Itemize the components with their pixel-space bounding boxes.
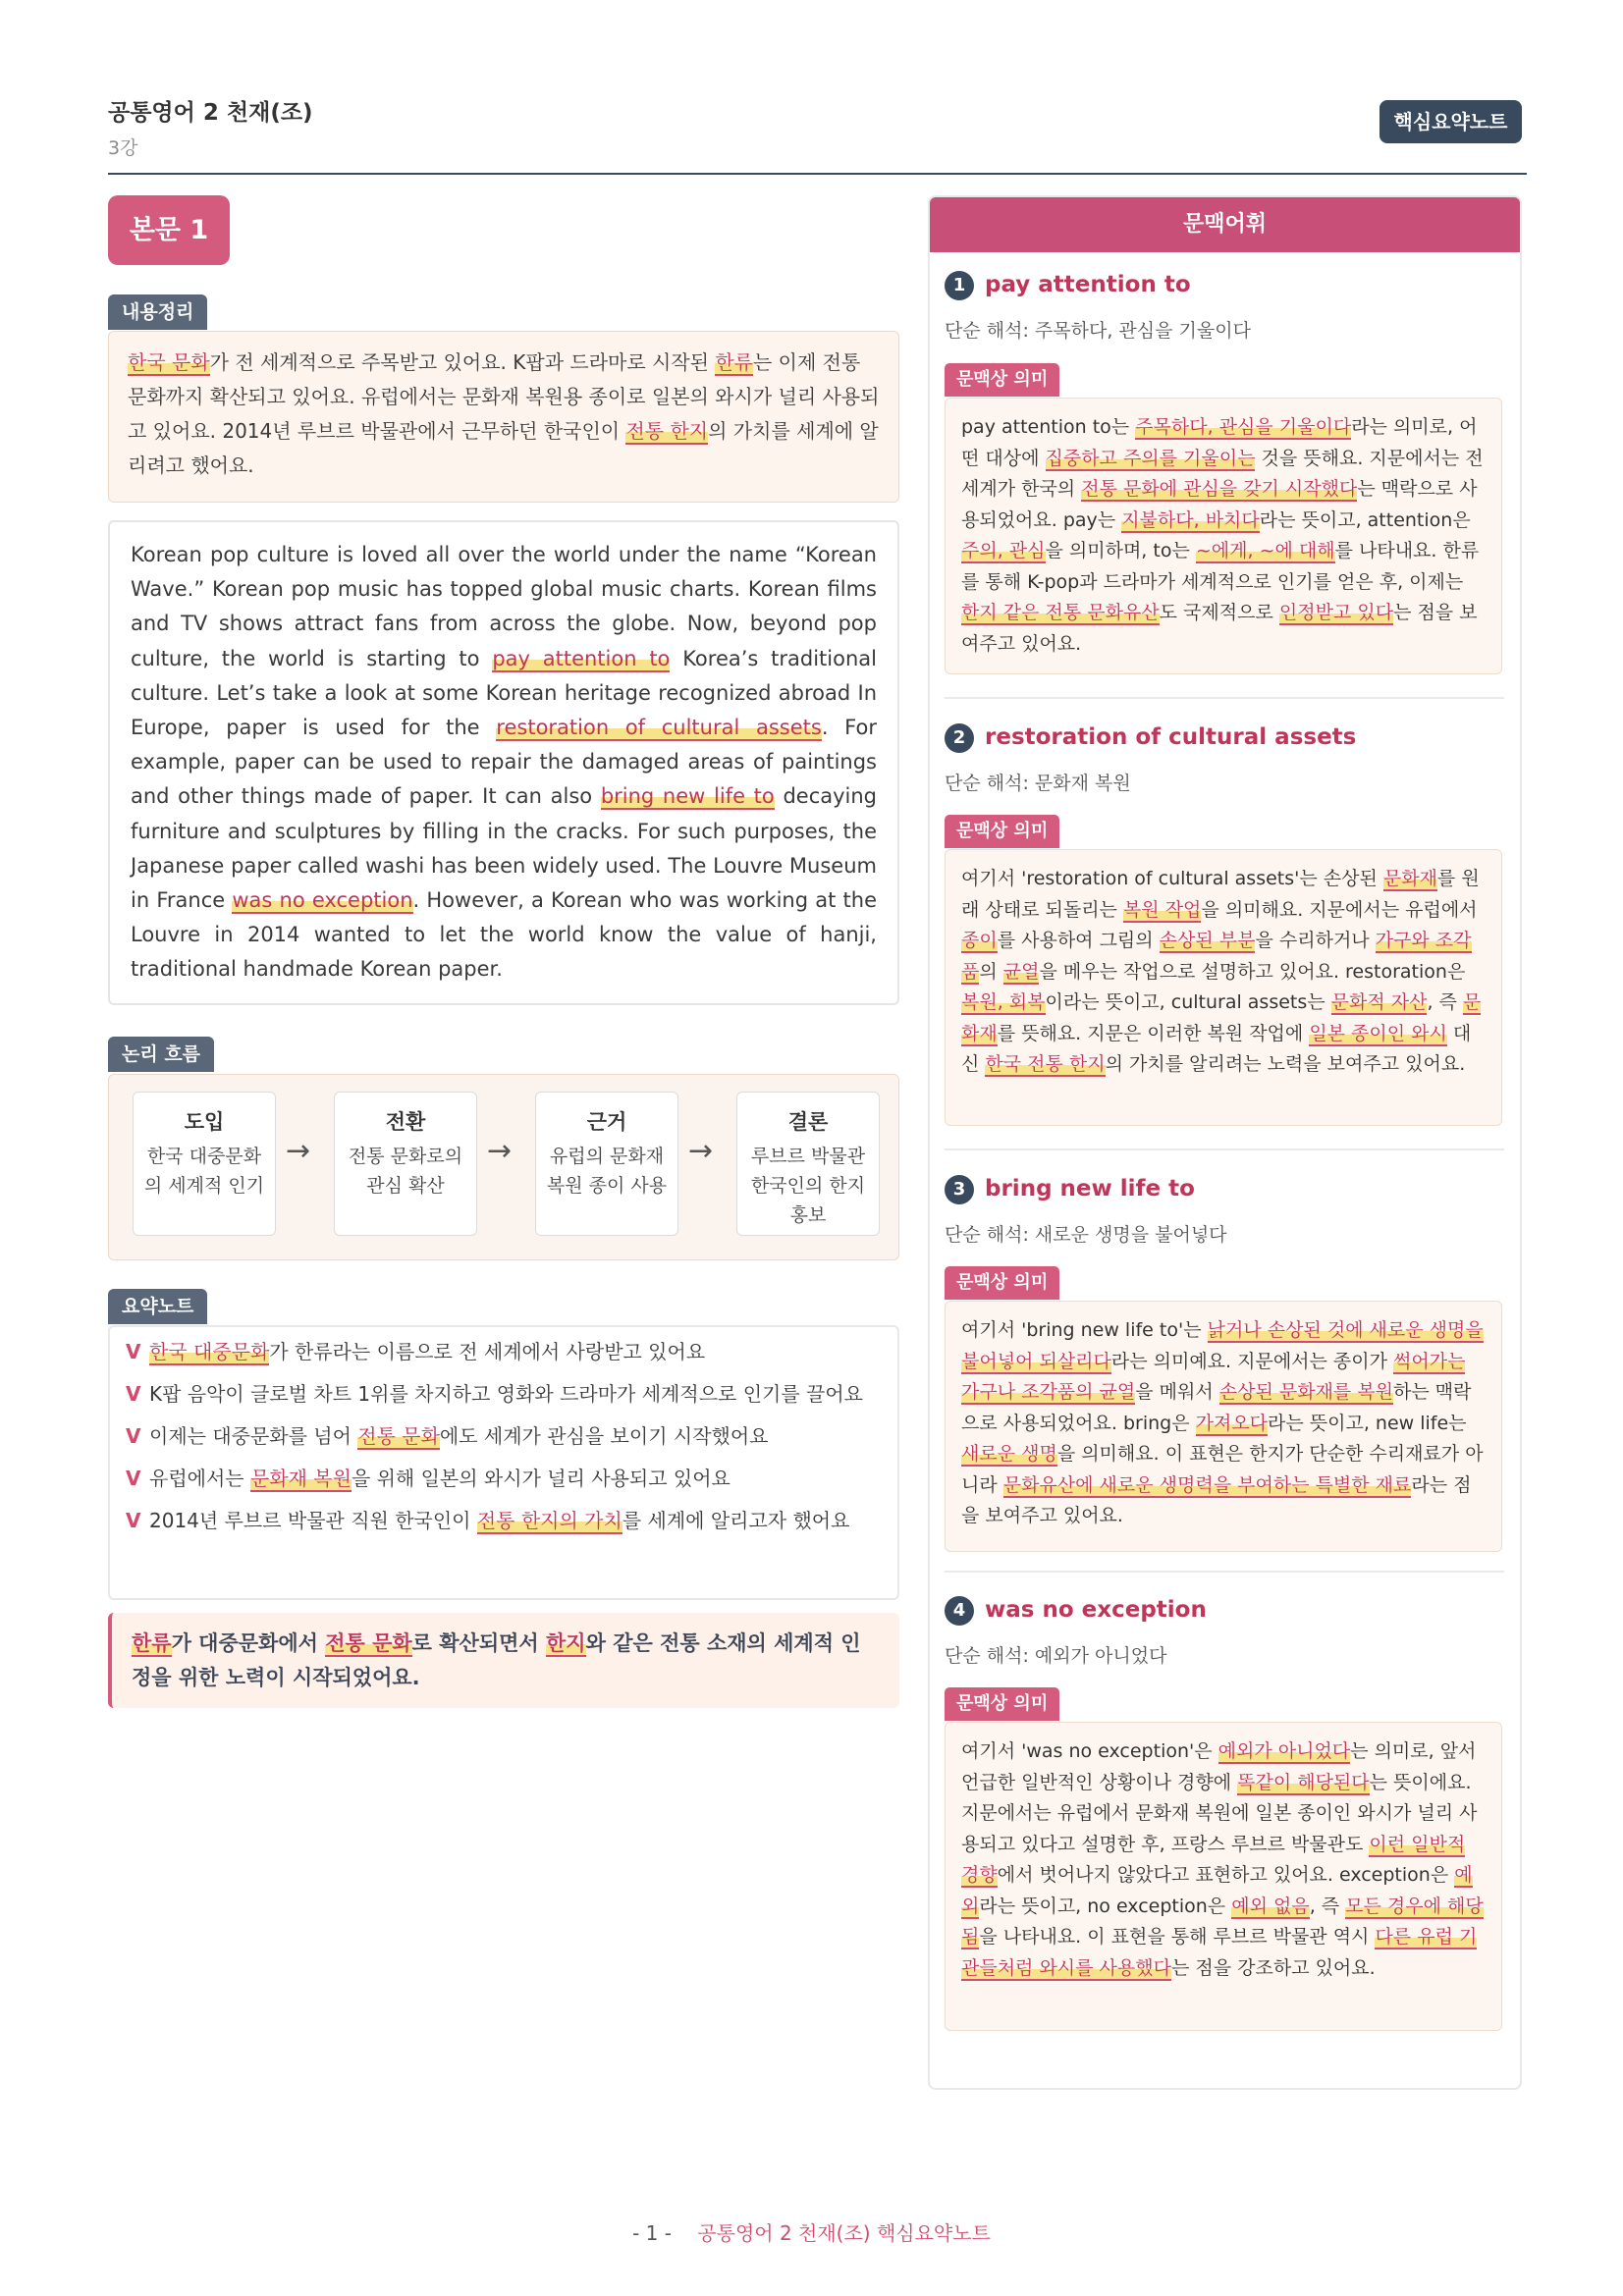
flow-step-conclusion xyxy=(736,1092,880,1236)
text-segment: 을 메워서 xyxy=(1135,1381,1219,1403)
highlighted-term: 문화재 복원 xyxy=(249,1467,352,1490)
footer-title: 공통영어 2 천재(조) 핵심요약노트 xyxy=(697,2221,991,2245)
vocab-word: bring new life to xyxy=(985,1176,1195,1201)
highlighted-term: 주의, 관심 xyxy=(961,540,1046,561)
highlighted-term: 지불하다, 바치다 xyxy=(1121,508,1260,531)
highlighted-term: 전통 문화에 관심을 갖기 시작했다 xyxy=(1081,478,1358,500)
highlighted-term: 이런 일반적 경향 xyxy=(961,1833,1466,1886)
context-meaning-box xyxy=(945,849,1502,1126)
conclusion-box xyxy=(108,1613,899,1708)
highlighted-term: was no exception xyxy=(232,888,413,913)
vocab-word: was no exception xyxy=(985,1597,1207,1623)
text-segment: 를 나타내요. 한류를 통해 K-pop과 드라마가 세계적으로 인기를 얻은 후, 이제는 xyxy=(961,540,1480,593)
text-segment: 것을 뜻해요. 지문에서는 전 세계가 한국의 xyxy=(961,447,1484,500)
highlighted-term: 낡거나 손상된 것에 새로운 생명을 불어넣어 되살리다 xyxy=(961,1319,1484,1372)
text-segment: 의 xyxy=(979,960,1003,983)
text-segment: 을 나타내요. 이 표현을 통해 루브르 박물관 역시 xyxy=(979,1926,1376,1948)
highlighted-term: 한지 xyxy=(546,1631,586,1655)
highlighted-term: 한국 문화 xyxy=(128,350,210,374)
highlighted-term: 썩어가는 가구나 조각품의 균열 xyxy=(961,1350,1466,1403)
header-divider xyxy=(108,173,1527,175)
document-title: 공통영어 2 천재(조) xyxy=(108,100,313,126)
text-segment: 을 수리하거나 xyxy=(1255,930,1376,951)
flow-step-desc: 전통 문화로의 관심 확산 xyxy=(348,1146,463,1197)
vocab-divider xyxy=(945,1571,1504,1573)
highlighted-term: 한국 전통 한지 xyxy=(985,1053,1106,1075)
text-segment: 는 점을 강조하고 있어요. xyxy=(1170,1956,1376,1979)
arrow-right-icon: → xyxy=(286,1134,311,1168)
highlighted-term: 예외 없음 xyxy=(1231,1895,1310,1917)
text-segment: 이라는 뜻이고, cultural assets는 xyxy=(1045,991,1331,1013)
highlighted-term: 한류 xyxy=(132,1631,172,1655)
flow-step-desc: 루브르 박물관 한국인의 한지 홍보 xyxy=(750,1146,866,1226)
text-segment: 를 원래 상태로 되돌리는 xyxy=(961,868,1480,921)
text-segment: 을 의미하며, to는 xyxy=(1045,540,1196,561)
text-segment: 이제는 대중문화를 넘어 xyxy=(149,1424,358,1448)
note-text xyxy=(149,1467,730,1492)
text-segment: 유럽에서는 xyxy=(149,1467,250,1490)
note-text xyxy=(149,1382,863,1406)
text-segment: 는 의미로, 앞서 언급한 일반적인 상황이나 경향에 xyxy=(961,1740,1477,1793)
vocab-number-badge: 2 xyxy=(945,723,974,753)
text-segment: Korea’s traditional culture. Let’s take a look at some Korean heritage recognized abroad In Europe, paper is used for the xyxy=(131,646,877,740)
highlighted-term: 손상된 문화재를 복원 xyxy=(1218,1381,1394,1403)
summary-notes-label: 요약노트 xyxy=(108,1289,207,1324)
text-segment: , 즉 xyxy=(1309,1895,1346,1917)
highlighted-term: 인정받고 있다 xyxy=(1278,602,1394,623)
text-segment: pay attention to는 xyxy=(961,416,1136,438)
flow-step-head: 결론 xyxy=(787,1110,829,1134)
text-segment: 라는 의미예요. 지문에서는 종이가 xyxy=(1110,1350,1394,1372)
highlighted-term: 한국 대중문화 xyxy=(149,1340,270,1363)
highlighted-term: 복원, 회복 xyxy=(961,991,1046,1013)
vocab-divider xyxy=(945,697,1504,699)
page-number: - 1 - xyxy=(632,2221,672,2245)
highlighted-term: 종이 xyxy=(961,930,998,951)
flow-step-transition xyxy=(334,1092,477,1236)
text-segment: 가 전 세계적으로 주목받고 있어요. K팝과 드라마로 시작된 xyxy=(209,350,716,374)
flow-step-desc: 유럽의 문화재 복원 종이 사용 xyxy=(546,1146,668,1197)
highlighted-term: 다른 유럽 기관들처럼 와시를 사용했다 xyxy=(961,1926,1478,1979)
note-item xyxy=(126,1506,882,1535)
text-segment: 가 한류라는 이름으로 전 세계에서 사랑받고 있어요 xyxy=(269,1340,706,1363)
highlighted-term: restoration of cultural assets xyxy=(496,716,822,740)
vocab-divider xyxy=(945,1148,1504,1150)
text-segment: 라는 의미로, 어떤 대상에 xyxy=(961,416,1478,469)
vocab-number-badge: 1 xyxy=(945,271,974,300)
text-segment: 를 뜻해요. 지문은 이러한 복원 작업에 xyxy=(997,1022,1310,1044)
highlighted-term: 가져오다 xyxy=(1195,1412,1269,1434)
highlighted-term: 전통 한지의 가치 xyxy=(476,1509,622,1532)
text-segment: 대신 xyxy=(961,1022,1472,1075)
highlighted-term: pay attention to xyxy=(492,646,671,670)
note-text xyxy=(149,1424,768,1450)
highlighted-term: 예외가 아니었다 xyxy=(1217,1740,1351,1762)
text-segment: 라는 뜻이고, attention은 xyxy=(1259,508,1471,531)
text-segment: 하는 맥락으로 사용되었어요. bring은 xyxy=(961,1381,1472,1434)
content-summary-label: 내용정리 xyxy=(108,294,207,330)
highlighted-term: 문화재 xyxy=(1382,868,1437,889)
logic-flow-box xyxy=(108,1074,899,1260)
vocab-word: pay attention to xyxy=(985,272,1191,297)
flow-step-desc: 한국 대중문화의 세계적 인기 xyxy=(143,1146,265,1197)
logic-flow-label: 논리 흐름 xyxy=(108,1037,214,1072)
note-item xyxy=(126,1379,882,1409)
check-icon: V xyxy=(126,1340,141,1363)
context-vocab-title: 문맥어휘 xyxy=(930,197,1520,252)
highlighted-term: 전통 문화 xyxy=(357,1424,440,1448)
text-segment: decaying furniture and sculptures by filling in the cracks. For such purposes, the Japanese paper called washi has been widely used. The Louvre Museum in France xyxy=(131,784,878,913)
vocab-simple-meaning: 단순 해석: 문화재 복원 xyxy=(945,773,1131,794)
text-segment: 가 대중문화에서 xyxy=(171,1631,326,1655)
highlighted-term: 똑같이 해당된다 xyxy=(1237,1771,1370,1793)
text-segment: 는 맥락으로 사용되었어요. pay는 xyxy=(961,478,1478,531)
highlighted-term: 예외 xyxy=(961,1864,1473,1917)
text-segment: 의 가치를 알리려는 노력을 보여주고 있어요. xyxy=(1105,1053,1466,1075)
highlighted-term: 균열 xyxy=(1002,960,1040,983)
vocab-simple-meaning: 단순 해석: 예외가 아니었다 xyxy=(945,1645,1167,1667)
text-segment: 는 점을 보여주고 있어요. xyxy=(961,602,1478,655)
page-footer xyxy=(0,2217,1623,2246)
note-item xyxy=(126,1421,882,1451)
check-icon: V xyxy=(126,1424,141,1448)
highlighted-term: 한지 같은 전통 문화유산 xyxy=(961,602,1160,623)
text-segment: 을 의미해요. 이 표현은 한지가 단순한 수리재료가 아니라 xyxy=(961,1443,1484,1496)
check-icon: V xyxy=(126,1382,141,1406)
highlighted-term: 전통 한지 xyxy=(625,419,709,443)
text-segment: 를 세계에 알리고자 했어요 xyxy=(622,1509,850,1532)
flow-step-intro xyxy=(133,1092,276,1236)
context-meaning-label: 문맥상 의미 xyxy=(945,363,1059,397)
text-segment: 로 확산되면서 xyxy=(411,1631,547,1655)
text-segment: , 즉 xyxy=(1427,991,1463,1013)
text-segment: K팝 음악이 글로벌 차트 1위를 차지하고 영화와 드라마가 세계적으로 인기를 끌어요 xyxy=(149,1382,863,1406)
text-segment: . For example, paper can be used to repair the damaged areas of paintings and other things made of paper. It can also xyxy=(131,716,877,809)
highlighted-term: 문화유산에 새로운 생명력을 부여하는 특별한 재료 xyxy=(1002,1473,1412,1496)
summary-notes-box xyxy=(108,1325,899,1600)
text-segment: Korean pop culture is loved all over the world under the name “Korean Wave.” Korean pop music has topped global music charts. Korean films and TV shows attract fans from across the globe. Now, beyond pop culture, the world is starting to xyxy=(131,543,877,670)
highlighted-term: 문화재 xyxy=(961,991,1482,1044)
vocab-word: restoration of cultural assets xyxy=(985,724,1357,750)
highlighted-term: 일본 종이인 와시 xyxy=(1309,1022,1447,1044)
note-item xyxy=(126,1337,882,1366)
note-text xyxy=(149,1509,849,1534)
flow-step-head: 근거 xyxy=(586,1110,627,1134)
text-segment: 에서 벗어나지 않았다고 표현하고 있어요. exception은 xyxy=(997,1864,1455,1886)
text-segment: . However, a Korean who was working at the Louvre in 2014 wanted to let the world know the value of hanji, traditional handmade Korean paper. xyxy=(131,888,877,982)
highlighted-term: 새로운 생명 xyxy=(961,1443,1057,1465)
text-segment: 을 의미해요. 지문에서는 유럽에서 xyxy=(1201,898,1478,921)
context-meaning-label: 문맥상 의미 xyxy=(945,815,1059,848)
vocab-simple-meaning: 단순 해석: 주목하다, 관심을 기울이다 xyxy=(945,320,1251,342)
arrow-right-icon: → xyxy=(688,1134,714,1168)
highlighted-term: ~에게, ~에 대해 xyxy=(1195,540,1335,561)
text-segment: 을 메우는 작업으로 설명하고 있어요. restoration은 xyxy=(1039,960,1466,983)
context-meaning-label: 문맥상 의미 xyxy=(945,1266,1059,1300)
highlighted-term: 주목하다, 관심을 기울이다 xyxy=(1135,416,1352,438)
flow-step-head: 도입 xyxy=(184,1110,225,1134)
note-text xyxy=(149,1340,705,1365)
highlighted-term: 집중하고 주의를 기울이는 xyxy=(1045,447,1256,469)
flow-step-head: 전환 xyxy=(385,1110,426,1134)
text-segment: 여기서 'was no exception'은 xyxy=(961,1740,1218,1762)
passage-tag: 본문 1 xyxy=(108,195,230,265)
passage-text xyxy=(108,520,899,1005)
lesson-number: 3강 xyxy=(108,137,138,159)
arrow-right-icon: → xyxy=(487,1134,513,1168)
vocab-number-badge: 3 xyxy=(945,1175,974,1204)
context-meaning-label: 문맥상 의미 xyxy=(945,1687,1059,1721)
context-meaning-box xyxy=(945,1722,1502,2031)
text-segment: 라는 뜻이고, new life는 xyxy=(1268,1412,1467,1434)
text-segment: 의 가치를 세계에 알리려고 했어요. xyxy=(128,419,879,477)
highlighted-term: 복원 작업 xyxy=(1122,898,1202,921)
text-segment: 여기서 'restoration of cultural assets'는 손상된 xyxy=(961,868,1383,889)
text-segment: 에도 세계가 관심을 보이기 시작했어요 xyxy=(439,1424,769,1448)
highlighted-term: 손상된 부분 xyxy=(1159,930,1256,951)
text-segment: 라는 점을 보여주고 있어요. xyxy=(961,1473,1472,1526)
highlighted-term: 문화적 자산 xyxy=(1330,991,1428,1013)
text-segment: 여기서 'bring new life to'는 xyxy=(961,1319,1208,1341)
flow-step-evidence xyxy=(535,1092,678,1236)
text-segment: 을 위해 일본의 와시가 널리 사용되고 있어요 xyxy=(351,1467,730,1490)
vocab-simple-meaning: 단순 해석: 새로운 생명을 불어넣다 xyxy=(945,1224,1227,1246)
summary-note-badge: 핵심요약노트 xyxy=(1380,100,1522,143)
highlighted-term: 한류 xyxy=(715,350,753,374)
check-icon: V xyxy=(126,1509,141,1532)
vocab-number-badge: 4 xyxy=(945,1596,974,1626)
text-segment: 라는 뜻이고, no exception은 xyxy=(979,1895,1232,1917)
content-summary-box xyxy=(108,331,899,503)
highlighted-term: 전통 문화 xyxy=(325,1631,412,1655)
note-item xyxy=(126,1464,882,1493)
context-meaning-box xyxy=(945,398,1502,674)
text-segment: 2014년 루브르 박물관 직원 한국인이 xyxy=(149,1509,477,1532)
highlighted-term: bring new life to xyxy=(600,784,775,809)
text-segment: 를 사용하여 그림의 xyxy=(997,930,1160,951)
text-segment: 는 이제 전통 문화까지 확산되고 있어요. 유럽에서는 문화재 복원용 종이로 일본의 와시가 널리 사용되고 있어요. 2014년 루브르 박물관에서 근무하던 한국인이 xyxy=(128,350,880,443)
highlighted-term: 모든 경우에 해당됨 xyxy=(961,1895,1484,1948)
context-meaning-box xyxy=(945,1301,1502,1552)
text-segment: 도 국제적으로 xyxy=(1159,602,1279,623)
text-segment: 와 같은 전통 소재의 세계적 인정을 위한 노력이 시작되었어요. xyxy=(132,1631,861,1689)
text-segment: 는 뜻이에요. 지문에서는 유럽에서 문화재 복원에 일본 종이인 와시가 널리 사용되고 있다고 설명한 후, 프랑스 루브르 박물관도 xyxy=(961,1771,1478,1855)
highlighted-term: 가구와 조각품 xyxy=(961,930,1472,983)
check-icon: V xyxy=(126,1467,141,1490)
